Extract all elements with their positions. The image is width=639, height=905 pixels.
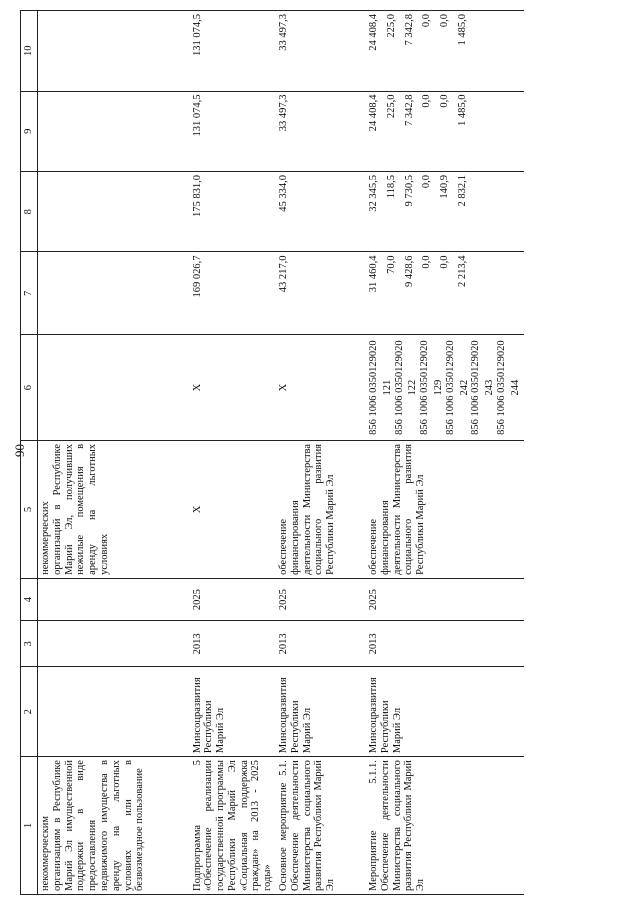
row-kbk <box>38 335 190 441</box>
kbk-code: 856 1006 0350129020 <box>419 340 431 435</box>
row-description: Подпрограмма 5 «Обеспечение реализации государственной программы Республики Марий Эл «Социальная поддержка граждан» на 2013 - 2025 годы» <box>190 757 277 895</box>
row-val10: 33 497,3 <box>276 11 366 92</box>
row-val7: 31 460,4 70,0 9 428,6 0,0 0,0 2 213,4 <box>366 252 524 335</box>
row-val7: 169 026,7 <box>190 252 277 335</box>
row-start-year: 2013 <box>366 621 524 667</box>
row-kbk: X <box>276 335 366 441</box>
header-row <box>21 11 38 895</box>
row-end-year: 2025 <box>190 578 277 621</box>
kbk-sub: 121 <box>381 379 393 396</box>
row-val9: 33 497,3 <box>276 91 366 171</box>
row-kbk <box>366 335 524 441</box>
header-cell: 7 <box>21 252 38 335</box>
table-row <box>276 11 366 895</box>
table-row <box>190 11 277 895</box>
kbk-sub: 122 <box>407 379 419 396</box>
row-result: X <box>190 440 277 578</box>
row-start-year <box>38 621 190 667</box>
kbk-sub: 129 <box>433 379 445 396</box>
header-cell: 4 <box>21 578 38 621</box>
table-row <box>366 11 524 895</box>
row-val8: 175 831,0 <box>190 172 277 252</box>
kbk-code: 856 1006 0350129020 <box>368 340 380 435</box>
header-cell: 9 <box>21 91 38 171</box>
row-val8: 32 345,5 118,5 9 730,5 0,0 140,9 2 832,1 <box>366 172 524 252</box>
kbk-sub: 243 <box>484 379 496 396</box>
header-cell: 6 <box>21 335 38 441</box>
row-val10: 131 074,5 <box>190 11 277 92</box>
header-cell: 5 <box>21 440 38 578</box>
row-executor <box>38 667 190 757</box>
row-val10: 24 408,4 225,0 7 342,8 0,0 0,0 1 485,0 <box>366 11 524 92</box>
row-executor: Минсоцразвития Республики Марий Эл <box>276 667 366 757</box>
kbk-code: 856 1006 0350129020 <box>444 340 456 435</box>
kbk-code: 856 1006 0350129020 <box>393 340 405 435</box>
row-result: обеспечение финансирования деятельности Министерства социального развития Республики Марий Эл <box>366 440 524 578</box>
row-description: некоммерческим организациям в Республике Марий Эл имущественной поддержки в виде предоставления недвижимого имущества в аренду на льготных условиях или в безвозмездное пользование <box>38 757 190 895</box>
row-val10 <box>38 11 190 92</box>
row-val8 <box>38 172 190 252</box>
row-executor: Минсоцразвития Республики Марий Эл <box>366 667 524 757</box>
header-cell: 1 <box>21 757 38 895</box>
kbk-sub: 242 <box>458 379 470 396</box>
row-val9: 131 074,5 <box>190 91 277 171</box>
row-val7: 43 217,0 <box>276 252 366 335</box>
row-start-year: 2013 <box>276 621 366 667</box>
row-description: Мероприятие 5.1.1. Обеспечение деятельности Министерства социального развития Республики Марий Эл <box>366 757 524 895</box>
row-end-year <box>38 578 190 621</box>
header-cell: 2 <box>21 667 38 757</box>
row-start-year: 2013 <box>190 621 277 667</box>
row-end-year: 2025 <box>276 578 366 621</box>
row-val8: 45 334,0 <box>276 172 366 252</box>
row-kbk: X <box>190 335 277 441</box>
header-cell: 10 <box>21 11 38 92</box>
row-result: обеспечение финансирования деятельности Министерства социального развития Республики Марий Эл <box>276 440 366 578</box>
row-result: некоммерческих организаций в Республике Марий Эл, получивших нежилые помещения в аренду на льготных условиях <box>38 440 190 578</box>
row-executor: Минсоцразвития Республики Марий Эл <box>190 667 277 757</box>
header-cell: 3 <box>21 621 38 667</box>
row-val9: 24 408,4 225,0 7 342,8 0,0 0,0 1 485,0 <box>366 91 524 171</box>
program-table <box>20 10 524 895</box>
row-end-year: 2025 <box>366 578 524 621</box>
kbk-code: 856 1006 0350129020 <box>496 340 508 435</box>
row-val7 <box>38 252 190 335</box>
kbk-sub: 244 <box>509 379 521 396</box>
page-number: 90 <box>12 444 27 457</box>
table-row <box>38 11 190 895</box>
row-description: Основное мероприятие 5.1. Обеспечение деятельности Министерства социального развития Республики Марий Эл <box>276 757 366 895</box>
header-cell: 8 <box>21 172 38 252</box>
kbk-code: 856 1006 0350129020 <box>470 340 482 435</box>
row-val9 <box>38 91 190 171</box>
